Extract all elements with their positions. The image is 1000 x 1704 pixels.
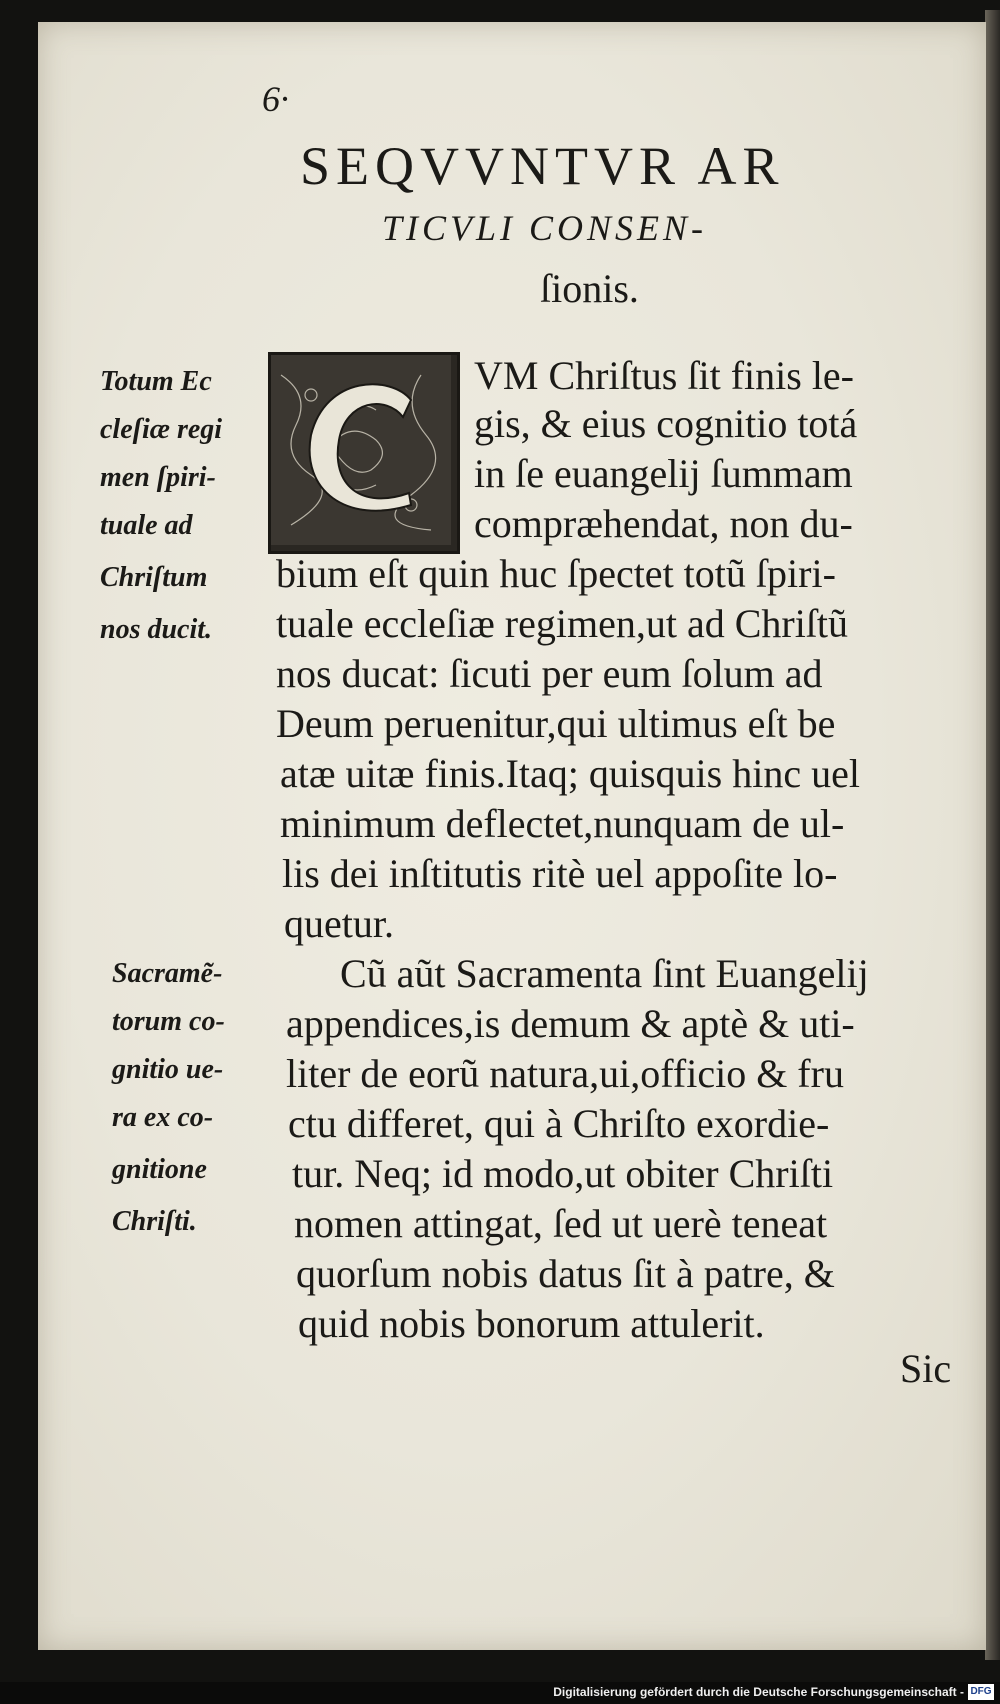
body-line: nos ducat: ſicuti per eum ſolum ad bbox=[276, 651, 823, 696]
title-line-3: ſionis. bbox=[540, 266, 639, 311]
margin-note: Totum Ec bbox=[100, 366, 212, 397]
body-line: atæ uitæ finis.Itaq; quisquis hinc uel bbox=[280, 751, 860, 796]
ornamental-initial-icon bbox=[271, 355, 451, 545]
body-line: in ſe euangelij ſummam bbox=[474, 451, 853, 496]
margin-note: men ſpiri- bbox=[100, 462, 216, 493]
page-number: 6· bbox=[262, 79, 289, 119]
body-line: quorſum nobis datus ſit à patre, & bbox=[296, 1251, 835, 1296]
dfg-logo: DFG bbox=[968, 1684, 994, 1700]
margin-note: nos ducit. bbox=[100, 614, 213, 645]
catchword: Sic bbox=[900, 1346, 952, 1391]
body-line: nomen attingat, ſed ut uerè teneat bbox=[294, 1201, 828, 1246]
body-line: Cũ aũt Sacramenta ſint Euangelij bbox=[340, 951, 869, 996]
body-line: minimum deflectet,nunquam de ul- bbox=[280, 801, 845, 846]
body-line: appendices,is demum & aptè & uti- bbox=[286, 1001, 855, 1046]
title-line-1: SEQVVNTVR AR bbox=[300, 136, 785, 196]
margin-note: gnitione bbox=[112, 1154, 207, 1185]
body-line: ctu differet, qui à Chriſto exordie- bbox=[288, 1101, 830, 1146]
body-line: compræhendat, non du- bbox=[474, 501, 853, 546]
margin-note: Chriſtum bbox=[100, 562, 208, 593]
decorated-initial-c bbox=[268, 352, 460, 554]
body-line: lis dei inſtitutis ritè uel appoſite lo- bbox=[282, 851, 838, 896]
margin-note: torum co- bbox=[112, 1006, 225, 1037]
digitization-credit: Digitalisierung gefördert durch die Deutsche Forschungsgemeinschaft - bbox=[553, 1685, 964, 1699]
margin-note: cleſiæ regi bbox=[100, 414, 223, 445]
body-line: bium eſt quin huc ſpectet totũ ſpiri- bbox=[276, 551, 836, 596]
body-line: Deum peruenitur,qui ultimus eſt be bbox=[276, 701, 836, 746]
body-line: quetur. bbox=[284, 901, 394, 946]
body-line: tur. Neq; id modo,ut obiter Chriſti bbox=[292, 1151, 834, 1196]
margin-note: tuale ad bbox=[100, 510, 193, 541]
body-line: tuale eccleſiæ regimen,ut ad Chriſtũ bbox=[276, 601, 849, 646]
body-line: quid nobis bonorum attulerit. bbox=[298, 1301, 765, 1346]
margin-note: gnitio ue- bbox=[112, 1054, 224, 1085]
page-edge bbox=[985, 10, 1000, 1660]
margin-note: Sacramẽ- bbox=[112, 958, 223, 989]
body-line: VM Chriſtus ſit finis le- bbox=[474, 353, 854, 398]
body-line: gis, & eius cognitio totá bbox=[474, 401, 858, 446]
margin-note: ra ex co- bbox=[112, 1102, 214, 1133]
margin-note: Chriſti. bbox=[112, 1206, 197, 1237]
title-line-2: TICVLI CONSEN- bbox=[382, 208, 708, 248]
body-line: liter de eorũ natura,ui,officio & fru bbox=[286, 1051, 844, 1096]
